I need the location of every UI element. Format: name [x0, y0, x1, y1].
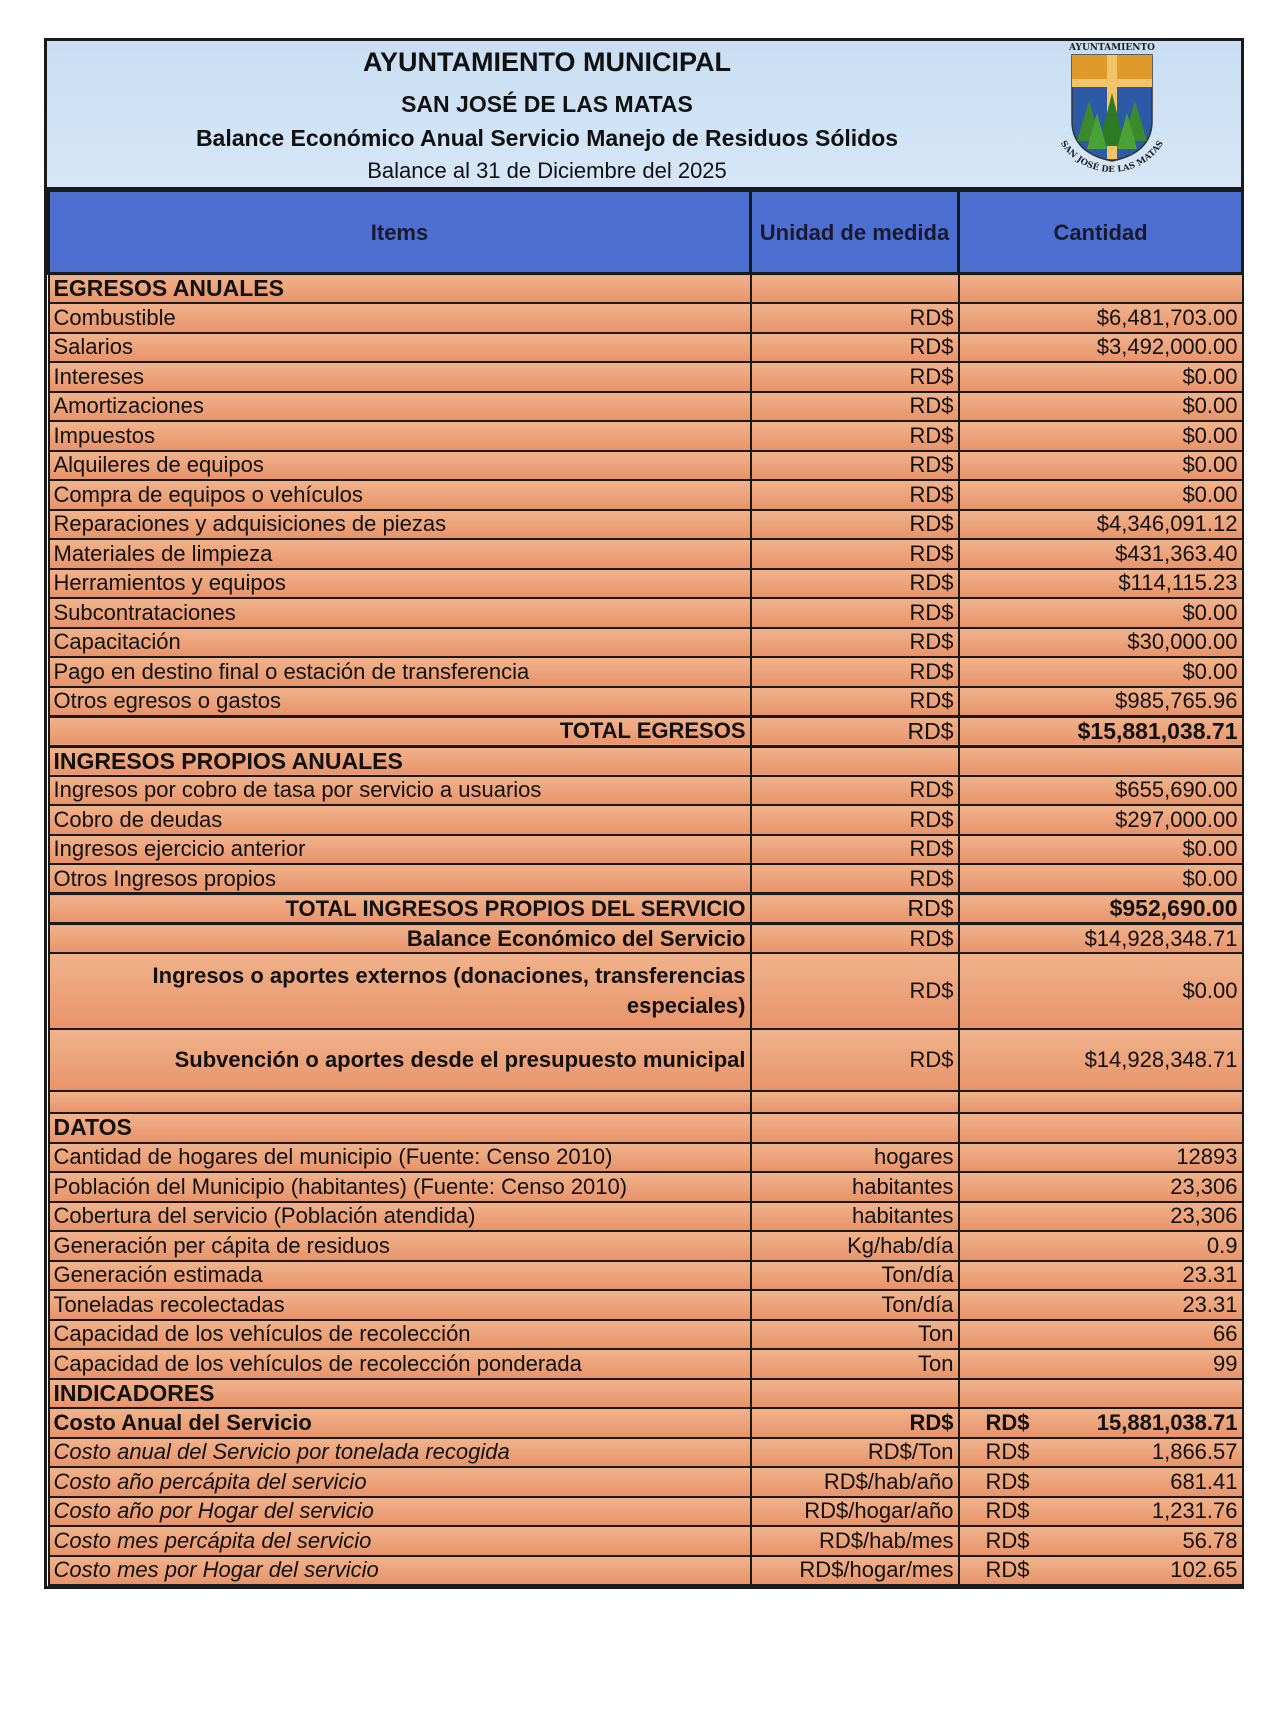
- item-label: Toneladas recolectadas: [49, 1290, 751, 1320]
- unit-cell: RD$: [751, 864, 959, 894]
- value-cell: $431,363.40: [959, 539, 1243, 569]
- value-cell: 23,306: [959, 1172, 1243, 1202]
- unit-cell: RD$: [751, 1408, 959, 1438]
- item-label: Ingresos ejercicio anterior: [49, 835, 751, 865]
- table-row: [49, 480, 1243, 510]
- table-row: [49, 1143, 1243, 1173]
- item-label: Subcontrataciones: [49, 598, 751, 628]
- org-title: AYUNTAMIENTO MUNICIPAL: [362, 47, 731, 77]
- item-label: Materiales de limpieza: [49, 539, 751, 569]
- value-cell: 12893: [959, 1143, 1243, 1173]
- section-title: DATOS: [49, 1113, 751, 1143]
- currency-prefix: RD$: [985, 1557, 1030, 1583]
- value-cell: $0.00: [959, 835, 1243, 865]
- unit-cell: [751, 746, 959, 776]
- unit-cell: RD$/hab/mes: [751, 1526, 959, 1556]
- section-ingresos: [49, 746, 1243, 776]
- indicator-label: Costo mes percápita del servicio: [49, 1526, 751, 1556]
- value-cell: $30,000.00: [959, 628, 1243, 658]
- unit-cell: RD$: [751, 716, 959, 746]
- value-cell: 23,306: [959, 1202, 1243, 1232]
- unit-cell: hogares: [751, 1143, 959, 1173]
- value-cell: $114,115.23: [959, 569, 1243, 599]
- item-label: Cantidad de hogares del municipio (Fuente: Censo 2010): [49, 1143, 751, 1173]
- table-row: [49, 835, 1243, 865]
- value-cell: $297,000.00: [959, 805, 1243, 835]
- indicator-value: 15,881,038.71: [1096, 1409, 1238, 1435]
- item-label: Alquileres de equipos: [49, 451, 751, 481]
- table-row: [49, 657, 1243, 687]
- table-row: [49, 864, 1243, 894]
- table-row: [49, 510, 1243, 540]
- table-row: [49, 1172, 1243, 1202]
- value-cell: 99: [959, 1349, 1243, 1379]
- column-header-items: Items: [49, 191, 751, 274]
- unit-cell: RD$/hogar/mes: [751, 1556, 959, 1586]
- item-label: Otros egresos o gastos: [49, 687, 751, 717]
- table-row: [49, 598, 1243, 628]
- unit-cell: RD$: [751, 924, 959, 954]
- unit-cell: RD$: [751, 510, 959, 540]
- table-row: [49, 1290, 1243, 1320]
- indicator-value: 102.65: [1170, 1557, 1238, 1583]
- unit-cell: habitantes: [751, 1202, 959, 1232]
- currency-prefix: RD$: [985, 1439, 1030, 1465]
- section-title: EGRESOS ANUALES: [49, 274, 751, 304]
- item-label: Amortizaciones: [49, 392, 751, 422]
- currency-prefix: RD$: [985, 1468, 1030, 1494]
- indicator-value: 681.41: [1170, 1468, 1238, 1494]
- balance-table: [47, 189, 1244, 1586]
- indicator-value-cell: [959, 1467, 1243, 1497]
- indicator-value-cell: [959, 1408, 1243, 1438]
- unit-cell: RD$: [751, 1029, 959, 1091]
- unit-cell: [751, 274, 959, 304]
- item-label: Reparaciones y adquisiciones de piezas: [49, 510, 751, 540]
- currency-prefix: RD$: [985, 1409, 1030, 1435]
- value-cell: $0.00: [959, 362, 1243, 392]
- unit-cell: Ton/día: [751, 1261, 959, 1291]
- municipal-seal-logo: [1037, 41, 1187, 181]
- table-row: [49, 805, 1243, 835]
- unit-cell: Kg/hab/día: [751, 1231, 959, 1261]
- indicator-value-cell: [959, 1526, 1243, 1556]
- value-cell: $3,492,000.00: [959, 333, 1243, 363]
- indicator-row: [49, 1556, 1243, 1586]
- item-label: Balance Económico del Servicio: [49, 924, 751, 954]
- externos-row: [49, 953, 1243, 1029]
- indicator-row-total: [49, 1408, 1243, 1438]
- sheet-header: [47, 41, 1241, 189]
- value-cell: [959, 274, 1243, 304]
- value-cell: 23.31: [959, 1290, 1243, 1320]
- table-row: [49, 1320, 1243, 1350]
- item-label: Generación per cápita de residuos: [49, 1231, 751, 1261]
- empty-cell: [751, 1091, 959, 1113]
- indicator-label: Costo año percápita del servicio: [49, 1467, 751, 1497]
- value-cell: $14,928,348.71: [959, 1029, 1243, 1091]
- column-header-cantidad: Cantidad: [959, 191, 1243, 274]
- table-row: [49, 333, 1243, 363]
- item-label: Impuestos: [49, 421, 751, 451]
- unit-cell: RD$: [751, 894, 959, 924]
- unit-cell: RD$/hab/año: [751, 1467, 959, 1497]
- indicator-row: [49, 1438, 1243, 1468]
- value-cell: [959, 746, 1243, 776]
- item-label: Cobertura del servicio (Población atendida): [49, 1202, 751, 1232]
- item-label: Otros Ingresos propios: [49, 864, 751, 894]
- table-row: [49, 628, 1243, 658]
- unit-cell: RD$: [751, 421, 959, 451]
- value-cell: [959, 1113, 1243, 1143]
- unit-cell: [751, 1113, 959, 1143]
- value-cell: $985,765.96: [959, 687, 1243, 717]
- table-row: [49, 303, 1243, 333]
- value-cell: $0.00: [959, 864, 1243, 894]
- indicator-row: [49, 1467, 1243, 1497]
- report-date: Balance al 31 de Diciembre del 2025: [367, 158, 727, 183]
- section-egresos: [49, 274, 1243, 304]
- value-cell: [959, 1379, 1243, 1409]
- value-cell: $0.00: [959, 421, 1243, 451]
- item-label: Cobro de deudas: [49, 805, 751, 835]
- total-label: TOTAL EGRESOS: [49, 716, 751, 746]
- table-row: [49, 451, 1243, 481]
- subvencion-row: [49, 1029, 1243, 1091]
- indicator-value: 1,231.76: [1151, 1498, 1238, 1524]
- unit-cell: RD$: [751, 333, 959, 363]
- total-label: TOTAL INGRESOS PROPIOS DEL SERVICIO: [49, 894, 751, 924]
- unit-cell: RD$/Ton: [751, 1438, 959, 1468]
- value-cell: $0.00: [959, 598, 1243, 628]
- value-cell: 23.31: [959, 1261, 1243, 1291]
- total-value: $952,690.00: [959, 894, 1243, 924]
- unit-cell: Ton: [751, 1320, 959, 1350]
- currency-prefix: RD$: [985, 1498, 1030, 1524]
- unit-cell: RD$/hogar/año: [751, 1497, 959, 1527]
- value-cell: $0.00: [959, 451, 1243, 481]
- value-cell: $6,481,703.00: [959, 303, 1243, 333]
- item-label: Población del Municipio (habitantes) (Fuente: Censo 2010): [49, 1172, 751, 1202]
- table-row: [49, 362, 1243, 392]
- indicator-value: 56.78: [1182, 1527, 1238, 1553]
- indicator-value-cell: [959, 1497, 1243, 1527]
- total-egresos-row: [49, 716, 1243, 746]
- item-label: Ingresos o aportes externos (donaciones, transferencias especiales): [49, 953, 751, 1029]
- svg-text:SAN JOSÉ DE LAS MATAS: SAN JOSÉ DE LAS MATAS: [1058, 139, 1166, 176]
- unit-cell: RD$: [751, 362, 959, 392]
- svg-text:AYUNTAMIENTO: AYUNTAMIENTO: [1068, 43, 1156, 53]
- item-label: Capacitación: [49, 628, 751, 658]
- total-value: $15,881,038.71: [959, 716, 1243, 746]
- table-row: [49, 539, 1243, 569]
- item-label: Herramientos y equipos: [49, 569, 751, 599]
- table-row: [49, 392, 1243, 422]
- value-cell: $0.00: [959, 392, 1243, 422]
- unit-cell: RD$: [751, 657, 959, 687]
- table-row: [49, 1261, 1243, 1291]
- unit-cell: RD$: [751, 451, 959, 481]
- item-label: Salarios: [49, 333, 751, 363]
- empty-cell: [959, 1091, 1243, 1113]
- currency-prefix: RD$: [985, 1527, 1030, 1553]
- value-cell: $0.00: [959, 480, 1243, 510]
- value-cell: $0.00: [959, 953, 1243, 1029]
- section-datos: [49, 1113, 1243, 1143]
- unit-cell: RD$: [751, 835, 959, 865]
- table-body: [49, 274, 1243, 1586]
- column-header-row: [49, 191, 1243, 274]
- balance-row: [49, 924, 1243, 954]
- indicator-label: Costo mes por Hogar del servicio: [49, 1556, 751, 1586]
- value-cell: 0.9: [959, 1231, 1243, 1261]
- table-row: [49, 1202, 1243, 1232]
- unit-cell: RD$: [751, 598, 959, 628]
- table-row: [49, 1349, 1243, 1379]
- item-label: Capacidad de los vehículos de recolección: [49, 1320, 751, 1350]
- table-row: [49, 1231, 1243, 1261]
- unit-cell: RD$: [751, 953, 959, 1029]
- indicator-value: 1,866.57: [1151, 1439, 1238, 1465]
- value-cell: $14,928,348.71: [959, 924, 1243, 954]
- unit-cell: Ton: [751, 1349, 959, 1379]
- unit-cell: RD$: [751, 687, 959, 717]
- unit-cell: habitantes: [751, 1172, 959, 1202]
- item-label: Subvención o aportes desde el presupuesto municipal: [49, 1029, 751, 1091]
- item-label: Ingresos por cobro de tasa por servicio a usuarios: [49, 776, 751, 806]
- unit-cell: RD$: [751, 776, 959, 806]
- item-label: Capacidad de los vehículos de recolección ponderada: [49, 1349, 751, 1379]
- indicator-row: [49, 1526, 1243, 1556]
- table-row: [49, 421, 1243, 451]
- section-title: INGRESOS PROPIOS ANUALES: [49, 746, 751, 776]
- balance-sheet: [44, 38, 1244, 1589]
- indicator-row: [49, 1497, 1243, 1527]
- unit-cell: RD$: [751, 392, 959, 422]
- section-indicadores: [49, 1379, 1243, 1409]
- indicator-label: Costo anual del Servicio por tonelada recogida: [49, 1438, 751, 1468]
- indicator-value-cell: [959, 1556, 1243, 1586]
- unit-cell: Ton/día: [751, 1290, 959, 1320]
- column-header-unidad: Unidad de medida: [751, 191, 959, 274]
- value-cell: $655,690.00: [959, 776, 1243, 806]
- table-row: [49, 776, 1243, 806]
- value-cell: $0.00: [959, 657, 1243, 687]
- unit-cell: RD$: [751, 303, 959, 333]
- unit-cell: RD$: [751, 539, 959, 569]
- value-cell: 66: [959, 1320, 1243, 1350]
- indicator-label: Costo Anual del Servicio: [49, 1408, 751, 1438]
- indicator-label: Costo año por Hogar del servicio: [49, 1497, 751, 1527]
- unit-cell: RD$: [751, 569, 959, 599]
- value-cell: $4,346,091.12: [959, 510, 1243, 540]
- empty-cell: [49, 1091, 751, 1113]
- item-label: Generación estimada: [49, 1261, 751, 1291]
- municipality-name: SAN JOSÉ DE LAS MATAS: [401, 91, 693, 117]
- unit-cell: RD$: [751, 628, 959, 658]
- section-title: INDICADORES: [49, 1379, 751, 1409]
- spacer-row: [49, 1091, 1243, 1113]
- item-label: Combustible: [49, 303, 751, 333]
- item-label: Compra de equipos o vehículos: [49, 480, 751, 510]
- item-label: Intereses: [49, 362, 751, 392]
- table-row: [49, 687, 1243, 717]
- unit-cell: RD$: [751, 480, 959, 510]
- unit-cell: [751, 1379, 959, 1409]
- total-ingresos-row: [49, 894, 1243, 924]
- report-title: Balance Económico Anual Servicio Manejo de Residuos Sólidos: [195, 125, 899, 151]
- indicator-value-cell: [959, 1438, 1243, 1468]
- table-row: [49, 569, 1243, 599]
- unit-cell: RD$: [751, 805, 959, 835]
- item-label: Pago en destino final o estación de transferencia: [49, 657, 751, 687]
